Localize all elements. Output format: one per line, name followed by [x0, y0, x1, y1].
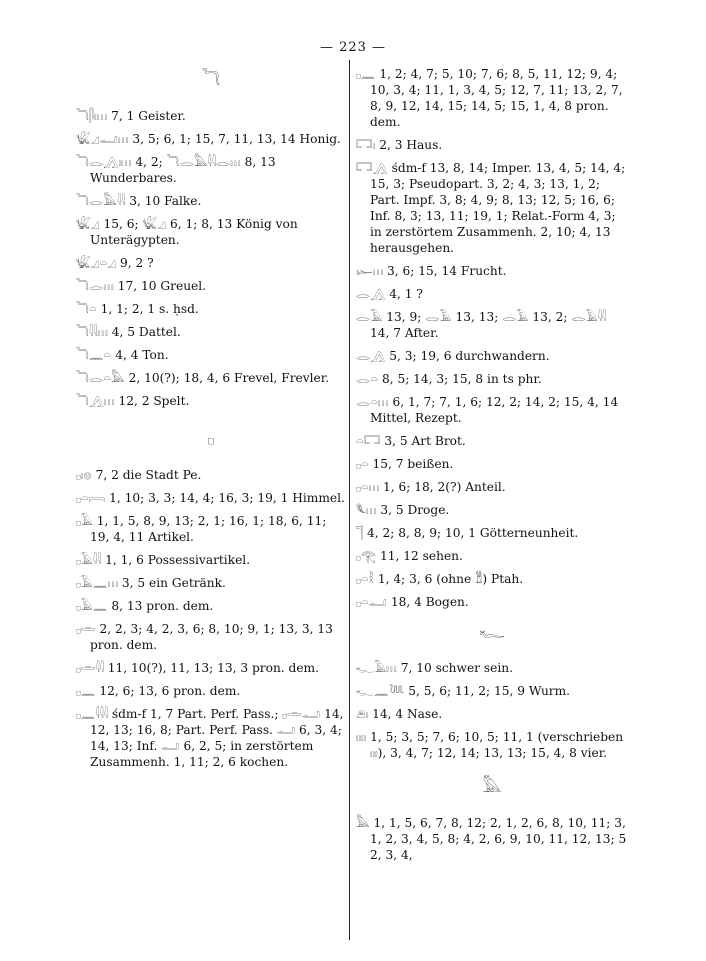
- entry-text: 1, 1, 6 Possessivartikel.: [105, 553, 251, 567]
- entry-text: 1, 1; 2, 1 s. ḥsd.: [100, 302, 199, 316]
- entry-text: 6, 1, 7; 7, 1, 6; 12, 2; 14, 2; 15, 4, 14 Mittel, Rezept.: [370, 395, 619, 425]
- entry-text: śdm-f 13, 8, 14; Imper. 13, 4, 5; 14, 4; 15, 3; Pseudopart. 3, 2; 4, 3; 13, 1, 2; Part. Impf. 3, 8; 4, 9; 8, 13; 12, 5; 16, 6; Inf. 8, 3; 13, 11; 19, 1; Relat.-Form 4, 3; in zerstörtem Zusammenh. 2, 10; 4, 13 herausgehen.: [370, 161, 626, 255]
- lemma-entry: [76, 575, 346, 591]
- entry-text: 3, 5 Art Brot.: [384, 434, 466, 448]
- right-column: [356, 66, 628, 870]
- lemma-entry: [76, 216, 346, 248]
- hieroglyph-group: 𓊪𓏛: [76, 622, 96, 636]
- lemma-entry: [76, 393, 346, 409]
- hieroglyph-group: 𓂉𓏤: [356, 707, 369, 721]
- entry-text: 15, 7 beißen.: [372, 457, 454, 471]
- hieroglyph-group: 𓆓𓋴𓏤𓏥: [76, 109, 108, 123]
- left-section-1: [76, 108, 346, 409]
- hieroglyph-group: 𓆤𓈎: [76, 217, 100, 231]
- section-head-right-2: 𓆑: [479, 622, 505, 642]
- hieroglyph-group: 𓉐𓏤: [356, 138, 376, 152]
- entry-text: 8, 5; 14, 3; 15, 8 in ts phr.: [381, 372, 542, 386]
- entry-text: 3, 5 ein Getränk.: [121, 576, 226, 590]
- entry-text: 15, 6; 𓆤𓈎 6, 1; 8, 13 König von Unterägypten.: [90, 217, 298, 247]
- lemma-entry: [356, 479, 628, 495]
- hieroglyph-group: 𓆓𓂋𓂻𓏤𓏥: [76, 155, 132, 169]
- hieroglyph-group: 𓊪𓄿𓇋𓇋: [76, 553, 102, 567]
- entry-text: 11, 12 sehen.: [379, 549, 463, 563]
- hieroglyph-group: 𓆓𓂋𓏥: [76, 279, 114, 293]
- lemma-entry: [76, 255, 346, 271]
- hieroglyph-group: 𓊪𓂀: [356, 549, 377, 563]
- entry-text: 17, 10 Greuel.: [117, 279, 207, 293]
- hieroglyph-group: 𓂋𓂻: [356, 287, 386, 301]
- lemma-entry: [76, 467, 346, 483]
- entry-text: 7, 1 Geister.: [111, 109, 186, 123]
- lemma-entry: [76, 193, 346, 209]
- entry-text: 1, 10; 3, 3; 14, 4; 16, 3; 19, 1 Himmel.: [109, 491, 345, 505]
- entry-text: 3, 6; 15, 14 Frucht.: [387, 264, 507, 278]
- entry-text: 3, 5 Droge.: [380, 503, 450, 517]
- column-divider: [349, 60, 350, 940]
- entry-text: 9, 2 ?: [120, 256, 154, 270]
- entry-text: 1, 1, 5, 6, 7, 8, 12; 2, 1, 2, 6, 8, 10, 11; 3, 1, 2, 3, 4, 5, 8; 4, 2, 6, 9, 10, 11, 12, 13; 5 2, 3, 4,: [370, 816, 627, 862]
- lemma-entry: [356, 137, 628, 153]
- hieroglyph-group: 𓆤𓈎𓂝𓏥: [76, 132, 129, 146]
- lemma-entry: [356, 548, 628, 564]
- lemma-entry: [356, 706, 628, 722]
- lemma-entry: [356, 433, 628, 449]
- entry-text: 12, 2 Spelt.: [118, 394, 190, 408]
- hieroglyph-group: 𓅓: [356, 816, 370, 830]
- hieroglyph-group: 𓆓𓂻𓏥: [76, 394, 115, 408]
- lemma-entry: [76, 347, 346, 363]
- hieroglyph-group: 𓂋𓄿: [356, 310, 383, 324]
- lemma-entry: [76, 552, 346, 568]
- entry-text: 1, 5; 3, 5; 7, 6; 10, 5; 11, 1 (verschrieben 𓏤𓏤𓏤), 3, 4, 7; 12, 14; 13, 13; 15, 4, 8 vier.: [370, 730, 624, 760]
- entry-text: 4, 1 ?: [389, 287, 423, 301]
- section-head-left-1: 𓆓: [201, 70, 221, 90]
- entry-text: 2, 3 Haus.: [379, 138, 443, 152]
- hieroglyph-group: 𓊪𓄿𓈖𓏥: [76, 576, 119, 590]
- hieroglyph-group: 𓊪𓈖𓇋𓇋𓇋: [76, 707, 108, 721]
- entry-text: 1, 4; 3, 6 (ohne 𓁰) Ptah.: [377, 572, 524, 586]
- entry-text: 7, 2 die Stadt Pe.: [95, 468, 202, 482]
- lemma-entry: [76, 513, 346, 545]
- entry-text: 13, 9; 𓂋𓄿 13, 13; 𓂋𓄿 13, 2; 𓂋𓄿𓇋𓇋 14, 7 After.: [370, 310, 607, 340]
- lemma-entry: [356, 66, 628, 130]
- entry-text: 2, 10(?); 18, 4, 6 Frevel, Frevler.: [128, 371, 330, 385]
- right-section-1: [356, 66, 628, 610]
- left-column: [76, 66, 346, 777]
- right-section-2: [356, 660, 628, 761]
- hieroglyph-group: 𓏏𓉐: [356, 434, 381, 448]
- hieroglyph-group: 𓆓𓈖𓏏: [76, 348, 112, 362]
- hieroglyph-group: 𓊪𓄿𓈖: [76, 599, 108, 613]
- lemma-entry: [76, 278, 346, 294]
- entry-text: 7, 10 schwer sein.: [400, 661, 513, 675]
- right-section-3: [356, 815, 628, 863]
- entry-text: 4, 4 Ton.: [115, 348, 169, 362]
- hieroglyph-group: 𓏤𓏤𓏤𓏤: [356, 730, 367, 744]
- entry-text: 1, 1, 5, 8, 9, 13; 2, 1; 16, 1; 18, 6, 11; 19, 4, 11 Artikel.: [90, 514, 327, 544]
- lemma-entry: [356, 683, 628, 699]
- hieroglyph-group: 𓂋𓏏: [356, 372, 379, 386]
- hieroglyph-group: 𓊪𓄿: [76, 514, 93, 528]
- hieroglyph-group: 𓆱𓏥: [356, 264, 384, 278]
- hieroglyph-group: 𓊪𓏏𓂝: [356, 595, 387, 609]
- hieroglyph-group: 𓊹: [356, 526, 364, 540]
- hieroglyph-group: 𓊪𓈖: [76, 684, 96, 698]
- hieroglyph-group: 𓆰𓏥: [356, 503, 377, 517]
- hieroglyph-group: 𓆑𓈖𓆙: [356, 684, 405, 698]
- lemma-entry: [76, 621, 346, 653]
- lemma-entry: [356, 160, 628, 256]
- hieroglyph-group: 𓊪𓏏𓇯: [76, 491, 106, 505]
- lemma-entry: [76, 706, 346, 770]
- lemma-entry: [356, 729, 628, 761]
- lemma-entry: [356, 394, 628, 426]
- lemma-entry: [356, 815, 628, 863]
- page-number: — 223 —: [319, 40, 387, 55]
- entry-text: 18, 4 Bogen.: [390, 595, 469, 609]
- entry-text: 5, 5, 6; 11, 2; 15, 9 Wurm.: [408, 684, 571, 698]
- hieroglyph-group: 𓆓𓏏: [76, 302, 97, 316]
- lemma-entry: [356, 348, 628, 364]
- lemma-entry: [76, 490, 346, 506]
- hieroglyph-group: 𓆤𓈎𓏏𓈎: [76, 256, 117, 270]
- lemma-entry: [356, 502, 628, 518]
- lemma-entry: [356, 456, 628, 472]
- lemma-entry: [76, 683, 346, 699]
- hieroglyph-group: 𓆓𓂋𓏏𓅓: [76, 371, 125, 385]
- hieroglyph-group: 𓊪𓏏: [356, 457, 369, 471]
- hieroglyph-group: 𓆓𓇋𓇋𓏥: [76, 325, 108, 339]
- entry-text: śdm-f 1, 7 Part. Perf. Pass.; 𓊪𓏛𓂝 14, 12, 13; 16, 8; Part. Perf. Pass. 𓂝 6, 3, 4; 14, 13; Inf. 𓂝 6, 2, 5; in zerstörtem Zusammenh. 1, 11; 2, 6 kochen.: [90, 707, 344, 769]
- entry-text: 12, 6; 13, 6 pron. dem.: [99, 684, 241, 698]
- entry-text: 11, 10(?), 11, 13; 13, 3 pron. dem.: [107, 661, 319, 675]
- entry-text: 4, 2; 𓆓𓂋𓅓𓇋𓇋𓂋𓏥 8, 13 Wunderbares.: [90, 155, 276, 185]
- hieroglyph-group: 𓊪𓏛𓇋𓇋: [76, 661, 104, 675]
- lemma-entry: [356, 571, 628, 587]
- entry-text: 3, 10 Falke.: [129, 194, 202, 208]
- entry-text: 14, 4 Nase.: [372, 707, 443, 721]
- lemma-entry: [76, 324, 346, 340]
- hieroglyph-group: 𓆑𓄿𓏥: [356, 661, 397, 675]
- lemma-entry: [76, 301, 346, 317]
- entry-text: 4, 5 Dattel.: [111, 325, 181, 339]
- lemma-entry: [356, 263, 628, 279]
- entry-text: 4, 2; 8, 8, 9; 10, 1 Götterneunheit.: [367, 526, 579, 540]
- lemma-entry: [76, 154, 346, 186]
- entry-text: 1, 6; 18, 2(?) Anteil.: [383, 480, 506, 494]
- hieroglyph-group: 𓊪𓏏𓎛: [356, 572, 374, 586]
- hieroglyph-group: 𓊪𓏤𓊖: [76, 468, 92, 482]
- lemma-entry: [76, 660, 346, 676]
- lemma-entry: [76, 131, 346, 147]
- hieroglyph-group: 𓂋𓂻: [356, 349, 386, 363]
- lemma-entry: [356, 594, 628, 610]
- hieroglyph-group: 𓊪𓈖: [356, 67, 376, 81]
- lemma-entry: [356, 309, 628, 341]
- lemma-entry: [356, 286, 628, 302]
- hieroglyph-group: 𓉐𓂻: [356, 161, 388, 175]
- section-head-right-3: 𓅓: [482, 777, 502, 797]
- entry-text: 2, 2, 3; 4, 2, 3, 6; 8, 10; 9, 1; 13, 3, 13 pron. dem.: [90, 622, 333, 652]
- section-head-left-2: 𓊪: [207, 429, 215, 449]
- lemma-entry: [76, 370, 346, 386]
- hieroglyph-group: 𓆓𓂋𓅓𓇋𓇋: [76, 194, 126, 208]
- left-section-2: [76, 467, 346, 770]
- lemma-entry: [76, 108, 346, 124]
- lemma-entry: [356, 525, 628, 541]
- lemma-entry: [356, 371, 628, 387]
- entry-text: 5, 3; 19, 6 durchwandern.: [389, 349, 550, 363]
- hieroglyph-group: 𓊪𓏏𓏥: [356, 480, 380, 494]
- hieroglyph-group: 𓂋𓏏𓏥: [356, 395, 389, 409]
- lemma-entry: [76, 598, 346, 614]
- entry-text: 3, 5; 6, 1; 15, 7, 11, 13, 14 Honig.: [132, 132, 341, 146]
- entry-text: 1, 2; 4, 7; 5, 10; 7, 6; 8, 5, 11, 12; 9, 4; 10, 3, 4; 11, 1, 3, 4, 5; 12, 7, 11; 13, 2, 7, 8, 9, 12, 14, 15; 14, 5; 15, 1, 4, 8 pron. dem.: [370, 67, 623, 129]
- entry-text: 8, 13 pron. dem.: [111, 599, 214, 613]
- lemma-entry: [356, 660, 628, 676]
